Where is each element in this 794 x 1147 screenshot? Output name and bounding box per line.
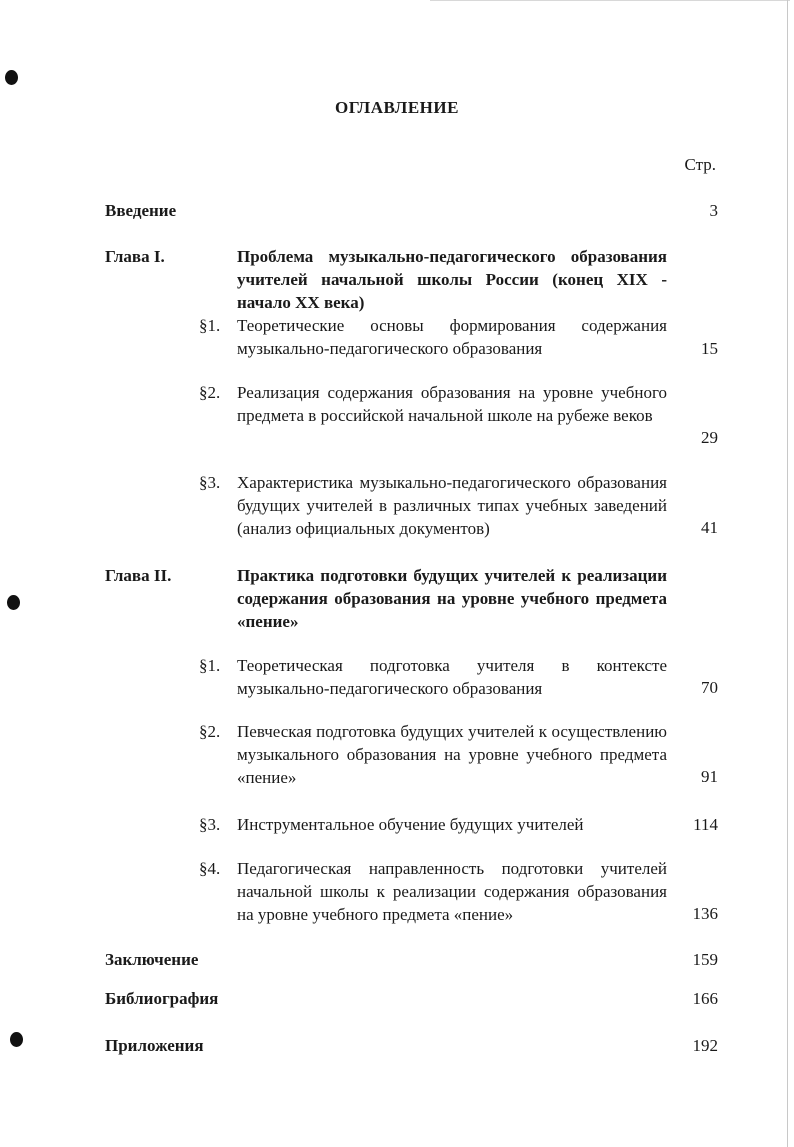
toc-entry-label: Введение (105, 201, 177, 220)
section-number: §3. (199, 815, 221, 834)
section-title[interactable]: Реализация содержания образования на уровне учебного предмета в российской начальной школе на рубеже веков (237, 383, 667, 425)
punch-hole-icon (10, 1032, 23, 1047)
punch-hole-icon (7, 595, 20, 610)
toc-entry-page: 159 (692, 950, 718, 969)
chapter-title[interactable]: Проблема музыкально-педагогического образования учителей начальной школы России (конец XIX - начало XX века) (237, 247, 667, 312)
toc-entry-label: Приложения (105, 1036, 204, 1055)
section-page: 91 (701, 767, 718, 786)
scan-edge-top (430, 0, 790, 1)
toc-entry-page: 3 (709, 201, 718, 220)
section-number: §1. (199, 316, 221, 335)
section-title[interactable]: Теоретическая подготовка учителя в контексте музыкально-педагогического образования (237, 656, 667, 698)
page-column-label: Стр. (684, 155, 716, 174)
page-title: ОГЛАВЛЕНИЕ (335, 98, 459, 117)
section-number: §1. (199, 656, 221, 675)
section-title[interactable]: Характеристика музыкально-педагогического образования будущих учителей в различных типах учебных заведений (анализ официальных документов) (237, 473, 667, 538)
toc-entry-page: 192 (692, 1036, 718, 1055)
toc-entry-label: Заключение (105, 950, 199, 969)
section-title[interactable]: Педагогическая направленность подготовки учителей начальной школы к реализации содержания образования на уровне учебного предмета «пение» (237, 859, 667, 924)
chapter-title[interactable]: Практика подготовки будущих учителей к реализации содержания образования на уровне учебного предмета «пение» (237, 566, 667, 631)
toc-entry-label: Библиография (105, 989, 219, 1008)
toc-entry-bibliography[interactable] (105, 989, 718, 1009)
section-page: 114 (693, 815, 718, 834)
chapter-label: Глава II. (105, 566, 172, 585)
section-title[interactable]: Теоретические основы формирования содержания музыкально-педагогического образования (237, 316, 667, 358)
section-page: 41 (701, 518, 718, 537)
toc-entry-page: 166 (692, 989, 718, 1008)
punch-hole-icon (5, 70, 18, 85)
section-title[interactable]: Инструментальное обучение будущих учителей (237, 815, 584, 834)
toc-entry-intro[interactable] (105, 201, 718, 221)
toc-entry-conclusion[interactable] (105, 950, 718, 970)
toc-entry-appendix[interactable] (105, 1036, 718, 1056)
section-number: §4. (199, 859, 221, 878)
section-title[interactable]: Певческая подготовка будущих учителей к осуществлению музыкального образования на уровне учебного предмета «пение» (237, 722, 667, 787)
section-page: 70 (701, 678, 718, 697)
section-page: 15 (701, 339, 718, 358)
section-number: §2. (199, 383, 221, 402)
section-page: 29 (701, 428, 718, 447)
chapter-label: Глава I. (105, 247, 165, 266)
scan-edge-right (787, 0, 788, 1147)
section-page: 136 (692, 904, 718, 923)
section-number: §2. (199, 722, 221, 741)
section-number: §3. (199, 473, 221, 492)
